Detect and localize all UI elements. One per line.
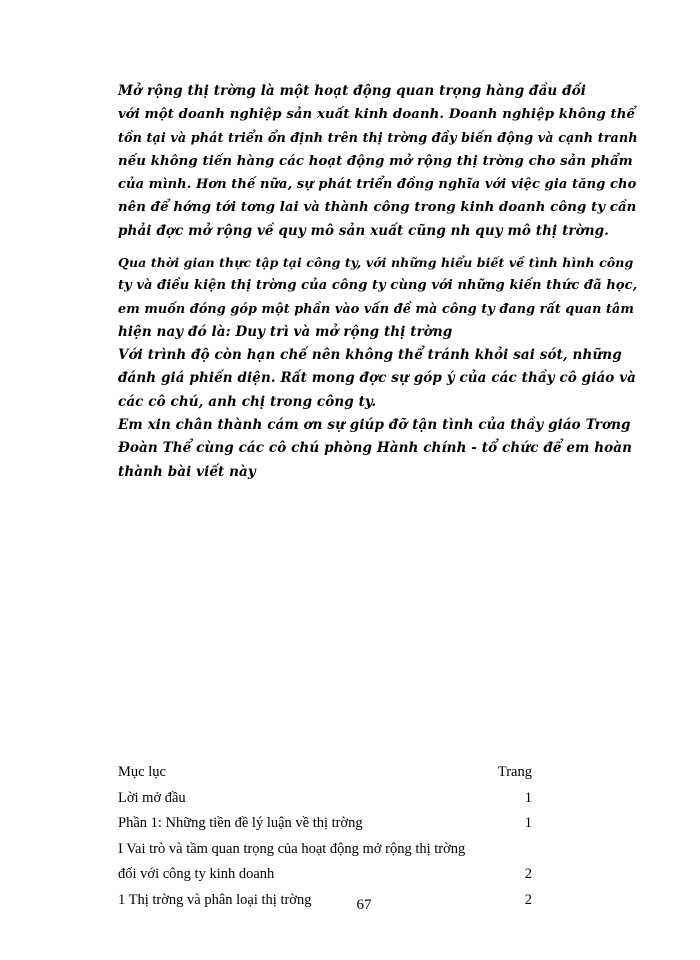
- text-line: thành bài viết này: [118, 463, 256, 480]
- toc-page-heading: Trang: [497, 764, 532, 780]
- toc-entry-title: 1 Thị trờng và phân loại thị trờng: [118, 891, 312, 908]
- text-line: với một doanh nghiệp sản xuất kinh doanh. Doanh nghiệp không thể: [118, 107, 636, 123]
- text-line: nếu không tiến hàng các hoạt động mở rộng thị trờng cho sản phẩm: [118, 153, 633, 169]
- toc-entry-page: 2: [524, 891, 532, 908]
- text-line: nên để hớng tới tơng lai và thành công trong kinh doanh công ty cần: [118, 200, 637, 216]
- toc-entry-page: 2: [524, 866, 532, 882]
- text-line: Em xin chân thành cám ơn sự giúp đỡ tận tình của thầy giáo Trơng: [118, 417, 631, 434]
- text-line: hiện nay đó là: Duy trì và mở rộng thị trờng: [118, 323, 453, 340]
- toc-entry-title: Lời mở đầu: [118, 789, 186, 806]
- toc-heading: Mục lục: [118, 764, 166, 780]
- text-line: đánh giá phiến diện. Rất mong đợc sự góp ý của các thầy cô giáo và: [118, 370, 636, 387]
- intro-paragraph-1: [118, 80, 638, 243]
- toc-row: [118, 786, 532, 812]
- toc-entry-page: 1: [524, 815, 532, 831]
- text-line: Mở rộng thị trờng là một hoạt động quan trọng hàng đầu đối: [118, 83, 587, 99]
- toc-entry-page: 1: [524, 789, 532, 806]
- page-number: 67: [356, 897, 372, 913]
- intro-paragraph-2: [118, 251, 638, 484]
- text-line: Với trình độ còn hạn chế nên không thể tránh khỏi sai sót, những: [118, 347, 622, 364]
- text-line: phải đợc mở rộng về quy mô sản xuất cũng nh quy mô thị trờng.: [118, 222, 609, 239]
- toc-entry-title: Phần 1: Những tiền đề lý luận về thị trờng: [118, 815, 363, 831]
- text-line: các cô chú, anh chị trong công ty.: [118, 393, 377, 410]
- text-line: của mình. Hơn thế nữa, sự phát triển đồng nghĩa với việc gia tăng cho: [118, 177, 637, 193]
- toc-entry-title: I Vai trò và tầm quan trọng của hoạt động mở rộng thị trờng: [118, 840, 466, 857]
- text-line: Đoàn Thể cùng các cô chú phòng Hành chính - tổ chức để em hoàn: [118, 440, 633, 457]
- text-line: em muốn đóng góp một phần vào vấn đề mà công ty đang rất quan tâm: [118, 301, 634, 317]
- toc-row: [118, 837, 532, 863]
- toc-row: [118, 862, 532, 888]
- table-of-contents: [118, 760, 532, 913]
- text-line: ty và điều kiện thị trờng của công ty cùng với những kiến thức đã học,: [118, 278, 638, 294]
- text-line: Qua thời gian thực tập tại công ty, với những hiểu biết về tình hình công: [118, 255, 634, 270]
- text-line: tồn tại và phát triển ổn định trên thị trờng đầy biến động và cạnh tranh: [118, 130, 638, 146]
- toc-heading-row: [118, 760, 532, 786]
- toc-entry-title: đối với công ty kinh doanh: [118, 866, 275, 882]
- toc-row: [118, 811, 532, 837]
